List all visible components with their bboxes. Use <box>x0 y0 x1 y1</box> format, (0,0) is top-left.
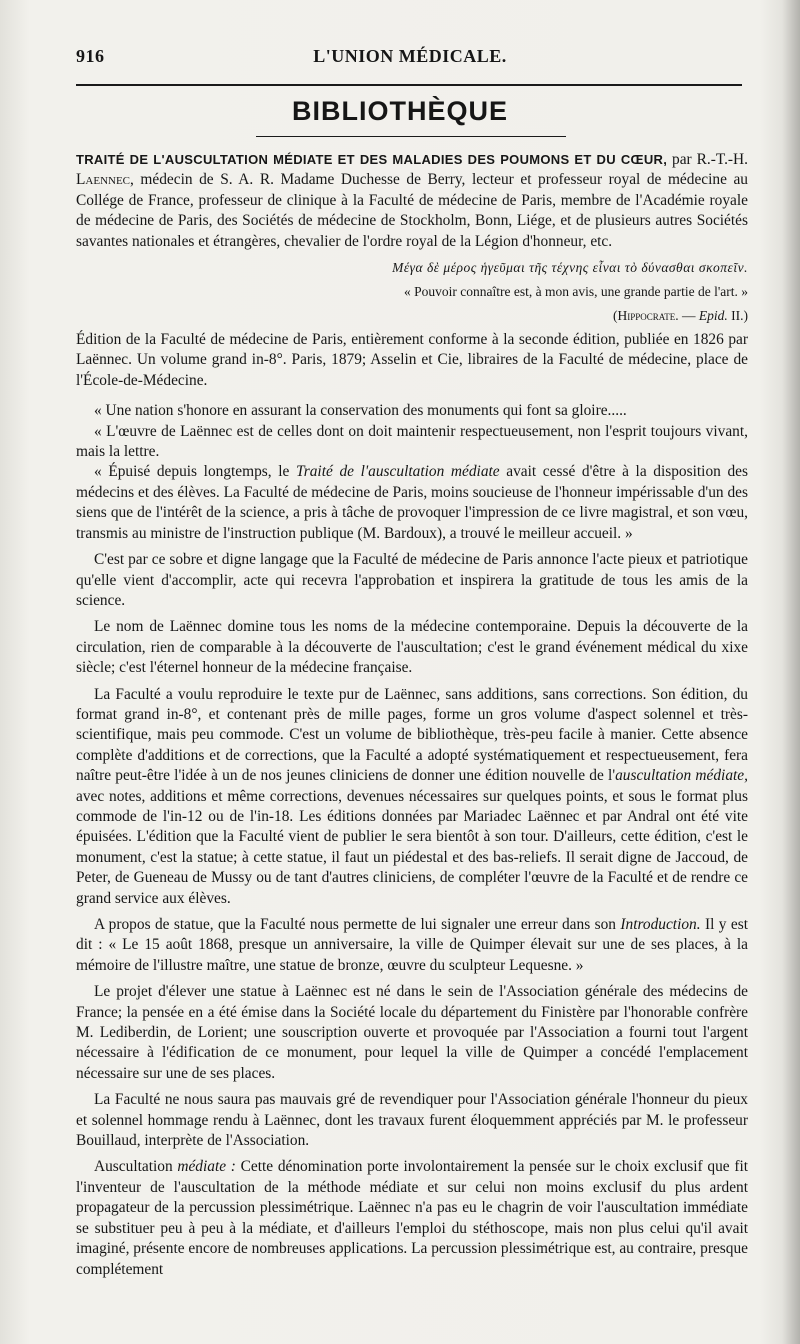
edition-info: Édition de la Faculté de médecine de Paris, entièrement conforme à la seconde édition, publiée en 1826 par Laënnec. Un volume grand in-8°. Paris, 1879; Asselin et Cie, libraires de la Faculté de médecine, place de l'École-de-Médecine. <box>76 331 748 389</box>
quote-2: « L'œuvre de Laënnec est de celles dont on doit maintenir respectueusement, non l'esprit toujours vivant, mais la lettre. <box>76 422 748 461</box>
running-head <box>76 46 744 76</box>
book-title: TRAITÉ DE L'AUSCULTATION MÉDIATE ET DES MALADIES DES POUMONS ET DU CŒUR, <box>76 152 668 167</box>
source-author: Hippocrate <box>617 308 676 324</box>
book-title-inline: Traité de l'auscultation médiate <box>296 463 500 481</box>
paragraph-6: La Faculté ne nous saura pas mauvais gré de revendiquer pour l'Association générale l'honneur du pieux et solennel hommage rendu à Laënnec, dont les travaux furent éloquemment appréciés par M. le professeur Bouillaud, interprète de l'Association. <box>76 1091 748 1150</box>
author-description: médecin de S. A. R. Madame Duchesse de Berry, lecteur et professeur royal de médecine au Collége de France, professeur de clinique à la Faculté de médecine de Paris, membre de l'Académie royale de médecine de Paris, des Sociétés de médecine de Stockholm, Bonn, Liége, et de plusieurs autres Sociétés savantes nationales et étrangères, chevalier de l'ordre royal de la Légion d'honneur, etc. <box>76 171 748 250</box>
book-reference <box>76 150 748 252</box>
article-body <box>76 150 748 1280</box>
epigraph-french: « Pouvoir connaître est, à mon avis, une grande partie de l'art. » <box>404 284 748 300</box>
paragraph-4: A propos de statue, que la Faculté nous permette de lui signaler une erreur dans son Introduction. Il y est dit : « Le 15 août 1868, presque un anniversaire, la ville de Quimper élevait sur une de ses places, à la mémoire de l'illustre maître, une statue de bronze, œuvre du sculpteur Lequesne. » <box>76 916 748 974</box>
author-initials: R.-T.-H. <box>696 151 749 168</box>
epigraph-source: (Hippocrate. — Epid. II.) <box>612 308 748 324</box>
paragraph-1: C'est par ce sobre et digne langage que la Faculté de médecine de Paris annonce l'acte pieux et patriotique qu'elle vient d'accomplir, acte qui recevra l'approbation et inspirera la gratitude de tous les amis de la science. <box>76 551 748 609</box>
paragraph-3: La Faculté a voulu reproduire le texte pur de Laënnec, sans additions, sans corrections. Son édition, du format grand in-8°, et contenant près de mille pages, forme un gros volume d'aspect solennel et très-scientifique, mais peu commode. C'est un volume de bibliothèque, très-peu facile à manier. Cette absence complète d'additions et de corrections, que la Faculté a adopté systématiquement et respectueusement, fera naître peut-être l'idée à un de nos jeunes cliniciens de donner une édition nouvelle de l'auscultation médiate, avec notes, additions et même corrections, devenues nécessaires sur quelques points, et sous le format plus commode de l'in-12 ou de l'in-18. Les éditions données par Mariadec Laënnec et par Andral ont été vite épuisées. L'édition que la Faculté vient de publier le sera bientôt à son tour. D'ailleurs, cette édition, c'est le monument, c'est la statue; à cette statue, il faut un piédestal et des bas-reliefs. Il serait digne de Jaccoud, de Peter, de Gueneau de Mussy ou de tant d'autres cliniciens, de compléter l'œuvre de la Faculté et de rendre ce grand service aux élèves. <box>76 685 748 907</box>
paragraph-2: Le nom de Laënnec domine tous les noms de la médecine contemporaine. Depuis la découverte de la circulation, rien de comparable à la découverte de l'auscultation; c'est le grand événement médical du xixe siècle; c'est l'éternel honneur de la médecine française. <box>76 618 748 677</box>
quote-1: « Une nation s'honore en assurant la conservation des monuments qui font sa gloire..... <box>94 402 627 420</box>
paragraph-5: Le projet d'élever une statue à Laënnec est né dans le sein de l'Association générale des médecins de France; la pensée en a été émise dans la Société locale du département du Finistère par l'honorable confrère M. Lediberdin, de Lorient; une souscription ouverte et provoquée par l'Association a fourni tout l'argent nécessaire à l'édification de ce monument, pour lequel la ville de Quimper a concédé l'emplacement nécessaire sur une de ses places. <box>76 983 748 1082</box>
epigraph-greek: Μέγα δὲ μέρος ἡγεῦμαι τῆς τέχνης εἶναι τὸ δύνασθαι σκοπεῖν. <box>392 260 748 276</box>
source-work: Epid. <box>698 308 728 324</box>
section-title: BIBLIOTHÈQUE <box>291 96 508 126</box>
source-rest: II.) <box>731 308 748 324</box>
title-rule <box>256 136 566 137</box>
author-name: Laennec, <box>76 171 134 189</box>
binding-shadow <box>782 0 800 1344</box>
journal-title: L'UNION MÉDICALE. <box>313 46 507 66</box>
book-by: par <box>667 151 692 168</box>
page-number: 916 <box>76 46 105 66</box>
quote-3: « Épuisé depuis longtemps, le Traité de l'auscultation médiate avait cessé d'être à la disposition des médecins et des élèves. La Faculté de médecine de Paris, moins soucieuse de l'honneur impérissable d'un des siens que de l'intérêt de la science, a pris à tâche de provoquer l'impression de ce livre magistral, et son vœu, transmis au ministre de l'instruction publique (M. Bardoux), a trouvé le meilleur accueil. » <box>76 463 748 542</box>
header-rule <box>76 84 742 86</box>
paragraph-7: Auscultation médiate : Cette dénomination porte involontairement la pensée sur le choix exclusif que fit l'inventeur de l'auscultation de la méthode médiate et sur celui non moins exclusif du plus ardent propagateur de la percussion plessimétrique. Laënnec n'a pas eu le chagrin de voir l'auscultation immédiate se substituer peu à peu à la médiate, et d'ailleurs l'emploi du stéthoscope, mais non plus celui qu'il avait imaginé, présente encore de nombreuses applications. La percussion plessimétrique est, au contraire, presque complétement <box>76 1158 748 1278</box>
